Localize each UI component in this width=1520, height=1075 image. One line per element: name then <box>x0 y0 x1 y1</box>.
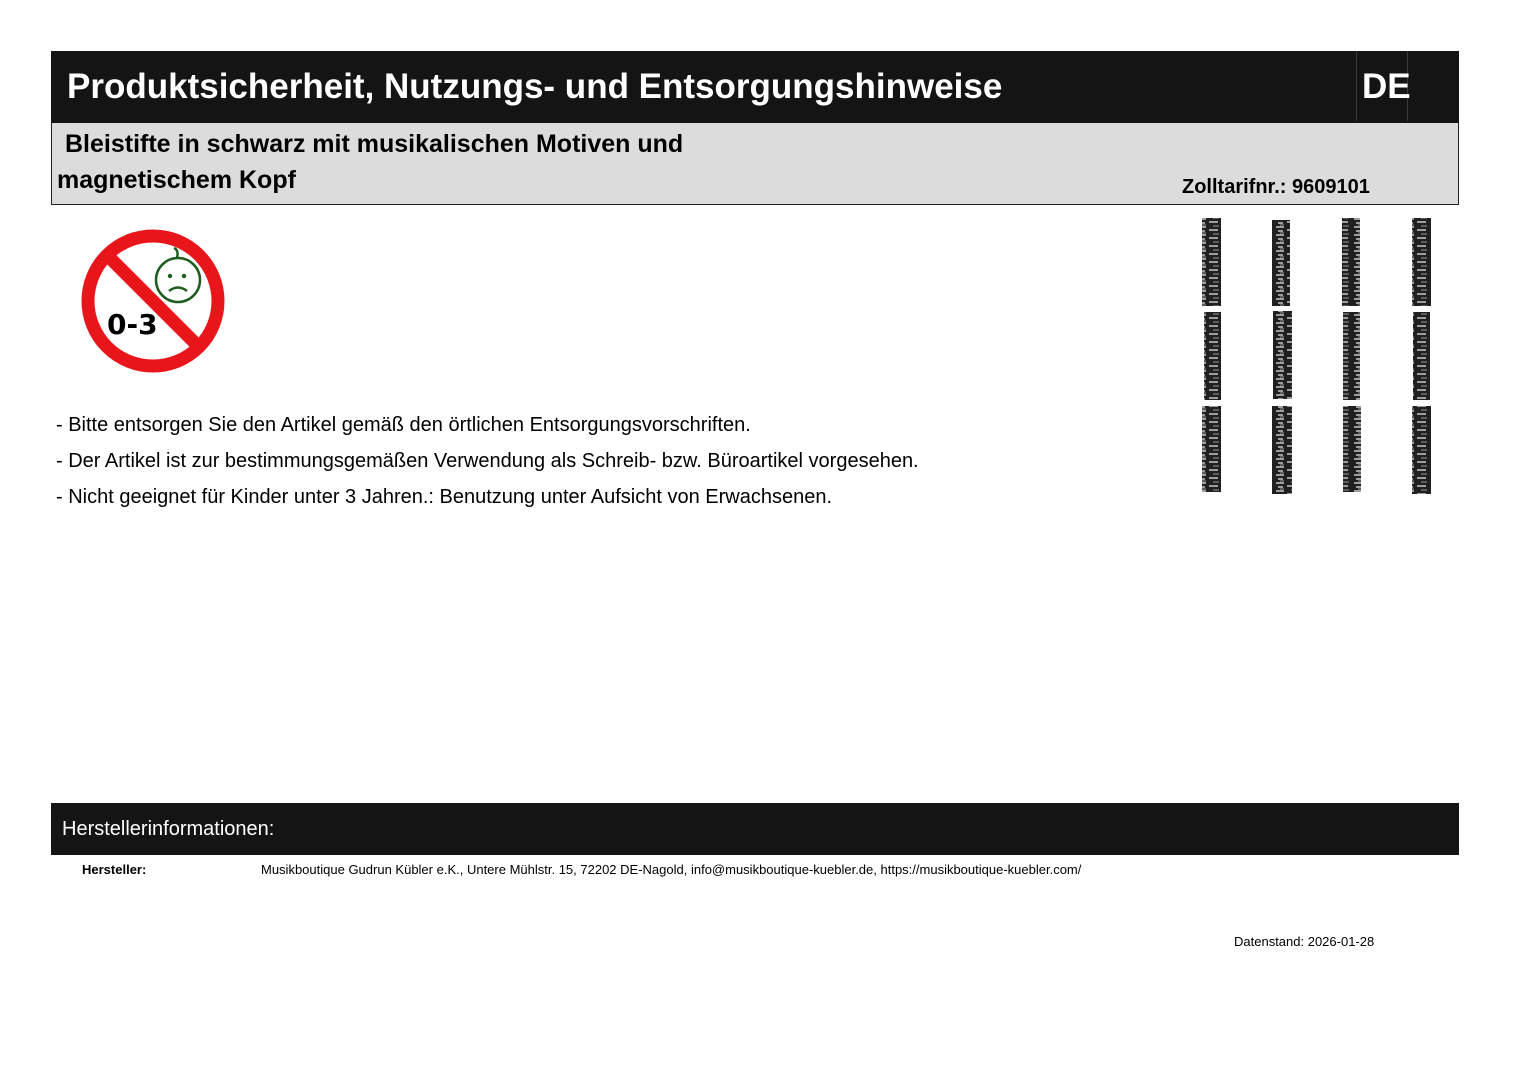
not-for-children-under-3-icon <box>78 228 228 376</box>
page-title: Produktsicherheit, Nutzungs- und Entsorgungshinweise <box>67 67 1003 106</box>
manufacturer-section-title: Herstellerinformationen: <box>62 818 275 840</box>
notes-list <box>56 414 919 522</box>
age-label: 0-3 <box>107 308 158 341</box>
product-name-bar <box>51 123 1459 205</box>
language-code: DE <box>1362 67 1411 106</box>
product-name-line2: magnetischem Kopf <box>57 166 296 194</box>
manufacturer-section-bar <box>51 803 1459 855</box>
manufacturer-value: Musikboutique Gudrun Kübler e.K., Untere Mühlstr. 15, 72202 DE-Nagold, info@musikboutique-kuebler.de, https://musikboutique-kuebler.com/ <box>261 862 1082 877</box>
note-age-warning: - Nicht geeignet für Kinder unter 3 Jahren.: Benutzung unter Aufsicht von Erwachsenen. <box>56 486 833 508</box>
customs-tariff-number: Zolltarifnr.: 9609101 <box>1182 176 1370 198</box>
language-box <box>1356 51 1411 121</box>
product-name-line1: Bleistifte in schwarz mit musikalischen Motiven und <box>65 130 684 158</box>
note-disposal: - Bitte entsorgen Sie den Artikel gemäß den örtlichen Entsorgungsvorschriften. <box>56 414 751 436</box>
pencils-photo <box>1196 216 1446 498</box>
title-bar <box>51 51 1459 123</box>
manufacturer-label: Hersteller: <box>82 862 147 877</box>
data-date: Datenstand: 2026-01-28 <box>1234 934 1375 949</box>
note-intended-use: - Der Artikel ist zur bestimmungsgemäßen Verwendung als Schreib- bzw. Büroartikel vorgesehen. <box>56 450 919 472</box>
